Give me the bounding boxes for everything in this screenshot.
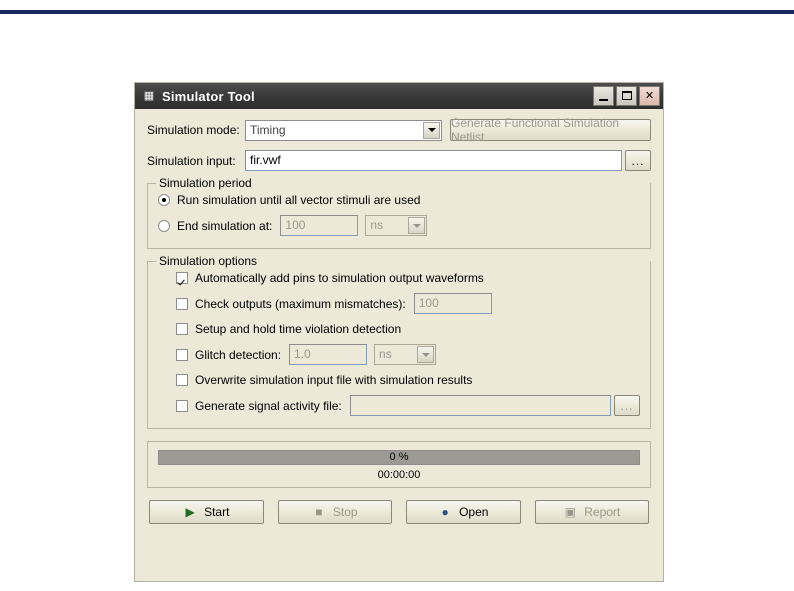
end-simulation-at-label: End simulation at: [177, 218, 273, 233]
open-icon: ● [441, 505, 449, 519]
check-outputs-label: Check outputs (maximum mismatches): [195, 296, 406, 311]
simulation-period-title: Simulation period [156, 176, 255, 190]
end-simulation-at-radio[interactable] [158, 220, 170, 232]
option-auto-add-pins-row[interactable] [176, 271, 640, 285]
simulation-input-label: Simulation input: [147, 153, 236, 168]
progress-percent-label: 0 % [389, 451, 409, 463]
option-overwrite-input-row[interactable] [176, 373, 640, 387]
close-button[interactable]: ✕ [639, 86, 660, 106]
window-title: Simulator Tool [162, 88, 255, 104]
auto-add-pins-label: Automatically add pins to simulation output waveforms [195, 271, 484, 285]
progress-bar [158, 450, 640, 465]
chevron-down-icon[interactable] [408, 217, 425, 234]
dialog-footer [147, 500, 651, 524]
start-icon: ▶ [185, 505, 195, 519]
report-button-label: Report [584, 505, 621, 519]
chevron-down-icon[interactable] [423, 122, 440, 139]
check-outputs-checkbox[interactable] [176, 298, 188, 310]
stop-icon: ■ [315, 505, 323, 519]
option-glitch-detection-row[interactable] [176, 344, 640, 365]
signal-activity-checkbox[interactable] [176, 400, 188, 412]
window-titlebar[interactable] [135, 83, 663, 109]
simulation-input-row [147, 150, 651, 171]
progress-panel [147, 441, 651, 488]
open-button-label: Open [459, 505, 489, 519]
dialog-body [135, 109, 663, 534]
signal-activity-field[interactable] [350, 395, 611, 416]
simulation-input-browse-button[interactable]: ... [625, 150, 651, 171]
glitch-detection-label: Glitch detection: [195, 347, 282, 362]
option-signal-activity-row[interactable] [176, 395, 640, 416]
end-simulation-at-row[interactable] [158, 215, 640, 236]
setup-hold-violation-label: Setup and hold time violation detection [195, 322, 402, 336]
report-button[interactable] [535, 500, 650, 524]
run-until-label: Run simulation until all vector stimuli are used [177, 193, 421, 207]
overwrite-input-checkbox[interactable] [176, 374, 188, 386]
run-until-radio[interactable] [158, 194, 170, 206]
stop-button-label: Stop [332, 505, 358, 519]
maximize-button[interactable] [616, 86, 637, 106]
overwrite-input-label: Overwrite simulation input file with simulation results [195, 373, 473, 387]
end-simulation-at-field[interactable]: 100 [280, 215, 358, 236]
simulator-icon: ▦ [143, 90, 155, 102]
glitch-detection-checkbox[interactable] [176, 349, 188, 361]
chevron-down-icon[interactable] [417, 346, 434, 363]
signal-activity-label: Generate signal activity file: [195, 398, 342, 413]
simulation-mode-select[interactable] [245, 120, 442, 141]
simulation-period-group [147, 176, 651, 249]
simulation-mode-row [147, 116, 651, 144]
simulation-mode-value: Timing [250, 122, 286, 137]
open-button[interactable] [406, 500, 521, 524]
check-outputs-field[interactable]: 100 [414, 293, 492, 314]
generate-functional-simulation-netlist-button[interactable]: Generate Functional Simulation Netlist [450, 119, 651, 141]
simulation-options-title: Simulation options [156, 254, 260, 268]
glitch-detection-field[interactable]: 1.0 [289, 344, 367, 365]
stop-button[interactable] [278, 500, 393, 524]
end-simulation-at-unit-select[interactable] [365, 215, 427, 236]
simulation-options-group [147, 254, 651, 429]
end-simulation-at-unit-value: ns [370, 218, 384, 232]
simulation-mode-label: Simulation mode: [147, 123, 240, 137]
report-icon: ▣ [564, 505, 576, 519]
simulation-input-field[interactable]: fir.vwf [245, 150, 622, 171]
simulator-tool-window [134, 82, 664, 582]
auto-add-pins-checkbox[interactable] [176, 272, 188, 284]
setup-hold-violation-checkbox[interactable] [176, 323, 188, 335]
header-rule-separator [0, 14, 794, 15]
start-button-label: Start [204, 505, 230, 519]
signal-activity-browse-button[interactable]: ... [614, 395, 640, 416]
window-controls [593, 86, 660, 106]
glitch-detection-unit-value: ns [379, 347, 392, 361]
option-setup-hold-row[interactable] [176, 322, 640, 336]
start-button[interactable] [149, 500, 264, 524]
option-check-outputs-row[interactable] [176, 293, 640, 314]
run-until-radio-row[interactable] [158, 193, 640, 207]
elapsed-time-label: 00:00:00 [377, 469, 421, 481]
glitch-detection-unit-select[interactable] [374, 344, 436, 365]
minimize-button[interactable] [593, 86, 614, 106]
